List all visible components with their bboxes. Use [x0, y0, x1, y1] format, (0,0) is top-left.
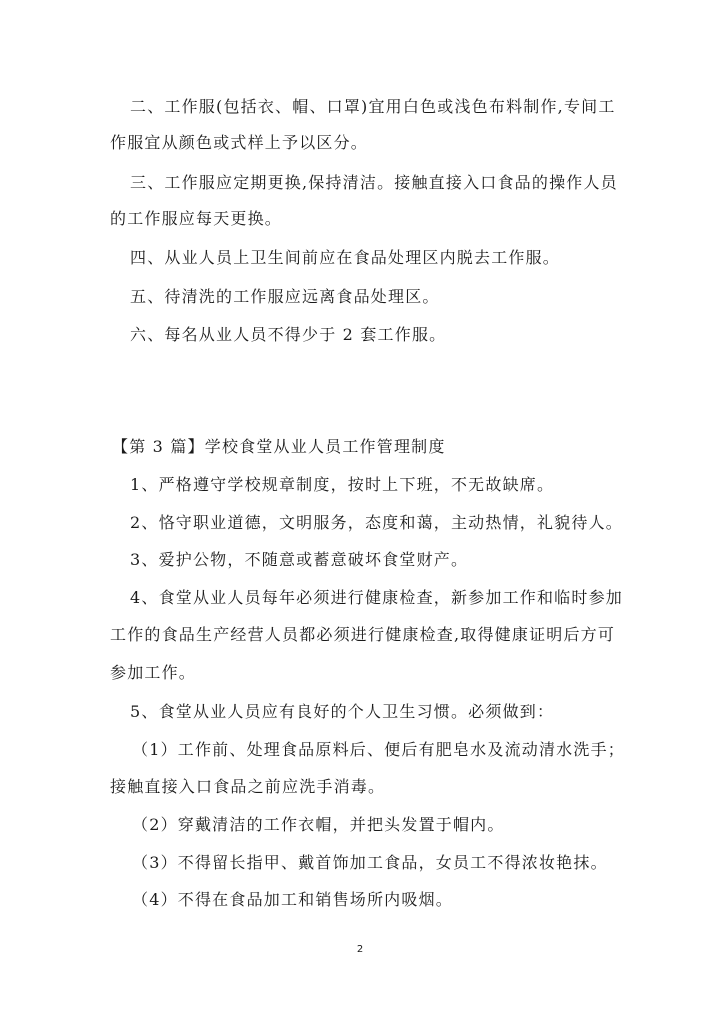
- list-item: 1、严格遵守学校规章制度，按时上下班，不无故缺席。: [130, 475, 555, 494]
- list-item: 5、食堂从业人员应有良好的个人卫生习惯。必须做到：: [130, 702, 555, 721]
- sub-list-item: （4）不得在食品加工和销售场所内吸烟。: [132, 890, 453, 909]
- list-item: 2、恪守职业道德，文明服务，态度和蔼，主动热情，礼貌待人。: [130, 513, 623, 532]
- list-item: 4、食堂从业人员每年必须进行健康检查，新参加工作和临时参加: [130, 588, 623, 607]
- sub-list-item: （3）不得留长指甲、戴首饰加工食品，女员工不得浓妆艳抹。: [132, 853, 608, 872]
- paragraph-line: 五、待清洗的工作服应远离食品处理区。: [130, 287, 440, 306]
- list-item: 3、爱护公物，不随意或蓄意破坏食堂财产。: [130, 550, 469, 569]
- paragraph-line: 六、每名从业人员不得少于 2 套工作服。: [130, 325, 447, 344]
- paragraph-line: 的工作服应每天更换。: [110, 209, 283, 228]
- paragraph-line: 二、工作服(包括衣、帽、口罩)宜用白色或浅色布料制作,专间工: [130, 97, 616, 116]
- section-heading: 【第 3 篇】学校食堂从业人员工作管理制度: [112, 437, 446, 456]
- sub-list-item: （2）穿戴清洁的工作衣帽，并把头发置于帽内。: [132, 815, 505, 834]
- paragraph-line: 三、工作服应定期更换,保持清洁。接触直接入口食品的操作人员: [130, 173, 618, 192]
- sub-list-item: （1）工作前、处理食品原料后、便后有肥皂水及流动清水洗手；: [132, 740, 625, 759]
- paragraph-line: 工作的食品生产经营人员都必须进行健康检查,取得健康证明后方可: [110, 625, 616, 644]
- paragraph-line: 作服宜从颜色或式样上予以区分。: [110, 133, 369, 152]
- paragraph-line: 接触直接入口食品之前应洗手消毒。: [110, 777, 386, 796]
- paragraph-line: 参加工作。: [110, 663, 197, 682]
- paragraph-line: 四、从业人员上卫生间前应在食品处理区内脱去工作服。: [130, 248, 561, 267]
- page-number: 2: [356, 944, 364, 955]
